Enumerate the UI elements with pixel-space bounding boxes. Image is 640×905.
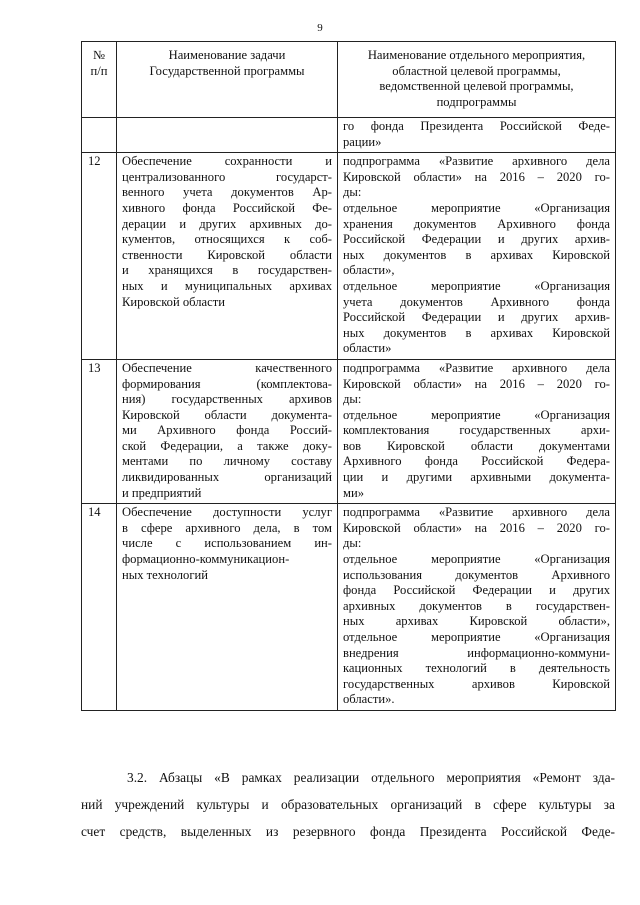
paragraph-line: ний учреждений культуры и образовательных организаций в сфере культуры за <box>81 797 615 812</box>
cell-line: в сфере архивного дела, в том <box>122 520 332 535</box>
cell-line: отдельное мероприятие «Организация <box>343 630 610 644</box>
row-number: 14 <box>82 504 117 711</box>
cell-line: формационно-коммуникацион- <box>122 552 290 567</box>
task-cell <box>117 153 338 360</box>
cell-line: Кировской области» на 2016 – 2020 го- <box>343 520 610 535</box>
cell-line: ных документов в архивах Кировской <box>343 247 610 262</box>
header-num-line: № <box>92 48 106 62</box>
event-line: го фонда Президента Российской Феде- <box>343 119 610 133</box>
cell-line: отдельное мероприятие «Организация <box>343 278 610 293</box>
cell-line: ды: <box>343 392 362 407</box>
header-event-line: подпрограммы <box>436 94 517 109</box>
cell-line: хранения документов Архивного фонда <box>343 216 610 231</box>
header-num <box>82 42 117 118</box>
cell-line: подпрограмма «Развитие архивного дела <box>343 360 610 375</box>
table-row <box>82 153 616 360</box>
cell-line: ми» <box>343 485 365 500</box>
cell-line: архивных документов в государствен- <box>343 598 610 613</box>
cell-line: Обеспечение качественного <box>122 360 332 375</box>
table-header-row <box>82 42 616 118</box>
cell-line: ликвидированных организаций <box>122 470 332 485</box>
cell-line: области» <box>343 341 392 356</box>
cell-line: ской Федерации, а также доку- <box>122 438 332 453</box>
row-number: 13 <box>82 359 117 503</box>
cell-line: ственности Кировской области <box>122 247 332 262</box>
cell-line: использования документов Архивного <box>343 567 610 582</box>
cell-line: отдельное мероприятие «Организация <box>343 200 610 215</box>
cell-line: ных технологий <box>122 567 208 582</box>
cell-line: и предприятий <box>122 485 202 500</box>
row-number: 12 <box>82 153 117 360</box>
cell-line: государственных архивов Кировской <box>343 676 610 691</box>
cell-line: ных и муниципальных архивах <box>122 278 332 293</box>
header-event-line: Наименование отдельного мероприятия, <box>367 48 586 62</box>
cell-line: Обеспечение доступности услуг <box>122 505 332 520</box>
cell-line: вов Кировской области документами <box>343 438 610 453</box>
cell-line: ных архивах Кировской области», <box>343 614 610 629</box>
cell-line: подпрограмма «Развитие архивного дела <box>343 505 610 520</box>
cell-line: Архивного фонда Российской Федера- <box>343 454 610 469</box>
cell-line: области», <box>343 263 395 278</box>
cell-line: фонда Российской Федерации и других <box>343 583 610 598</box>
cell-line: Обеспечение сохранности и <box>122 154 332 169</box>
body-paragraph <box>81 764 615 845</box>
paragraph-line: счет средств, выделенных из резервного фонда Президента Российской Феде- <box>81 824 615 839</box>
cell-line: ды: <box>343 536 362 551</box>
cell-line: подпрограмма «Развитие архивного дела <box>343 154 610 169</box>
cell-line: Российской Федерации и других архив- <box>343 310 610 325</box>
cell-line: венного учета документов Ар- <box>122 185 332 200</box>
cell-line: ды: <box>343 185 362 200</box>
cell-line: дерации и других архивных до- <box>122 216 332 231</box>
cell-line: и хранящихся в государствен- <box>122 263 332 278</box>
programs-table <box>81 41 616 711</box>
cell-line: числе с использованием ин- <box>122 536 332 551</box>
cell-line: внедрения информационно-коммуни- <box>343 645 610 660</box>
table-row <box>82 504 616 711</box>
continuation-task <box>117 118 338 153</box>
header-num-line: п/п <box>90 63 108 78</box>
header-task <box>117 42 338 118</box>
header-task-line: Наименование задачи <box>168 48 286 62</box>
page-number: 9 <box>317 22 323 34</box>
continuation-event <box>338 118 616 153</box>
event-cell <box>338 504 616 711</box>
cell-line: ния) государственных архивов <box>122 392 332 407</box>
cell-line: хивного фонда Российской Фе- <box>122 200 332 215</box>
event-cell <box>338 153 616 360</box>
cell-line: Кировской области документа- <box>122 407 332 422</box>
cell-line: учета документов Архивного фонда <box>343 294 610 309</box>
task-cell <box>117 359 338 503</box>
cell-line: централизованного государст- <box>122 169 332 184</box>
header-event <box>338 42 616 118</box>
continuation-num <box>82 118 117 153</box>
cell-line: области». <box>343 692 395 707</box>
cell-line: формирования (комплектова- <box>122 376 332 391</box>
header-task-line: Государственной программы <box>149 63 305 78</box>
cell-line: отдельное мероприятие «Организация <box>343 407 610 422</box>
paragraph-line: 3.2. Абзацы «В рамках реализации отдельного мероприятия «Ремонт зда- <box>127 770 615 785</box>
continuation-row <box>82 118 616 153</box>
cell-line: комплектования государственных архи- <box>343 423 610 438</box>
cell-line: ции и другими архивными документа- <box>343 470 610 485</box>
event-line: рации» <box>343 134 382 149</box>
cell-line: отдельное мероприятие «Организация <box>343 552 610 567</box>
header-event-line: ведомственной целевой программы, <box>379 79 574 94</box>
table-row <box>82 359 616 503</box>
cell-line: Кировской области» на 2016 – 2020 го- <box>343 169 610 184</box>
cell-line: кационных технологий в деятельность <box>343 661 610 676</box>
cell-line: Кировской области» на 2016 – 2020 го- <box>343 376 610 391</box>
cell-line: Кировской области <box>122 294 225 309</box>
cell-line: ментами по личному составу <box>122 454 332 469</box>
header-event-line: областной целевой программы, <box>392 63 561 78</box>
cell-line: ных документов в архивах Кировской <box>343 325 610 340</box>
task-cell <box>117 504 338 711</box>
event-cell <box>338 359 616 503</box>
cell-line: кументов, относящихся к соб- <box>122 232 332 247</box>
cell-line: ми Архивного фонда Россий- <box>122 423 332 438</box>
cell-line: Российской Федерации и других архив- <box>343 232 610 247</box>
